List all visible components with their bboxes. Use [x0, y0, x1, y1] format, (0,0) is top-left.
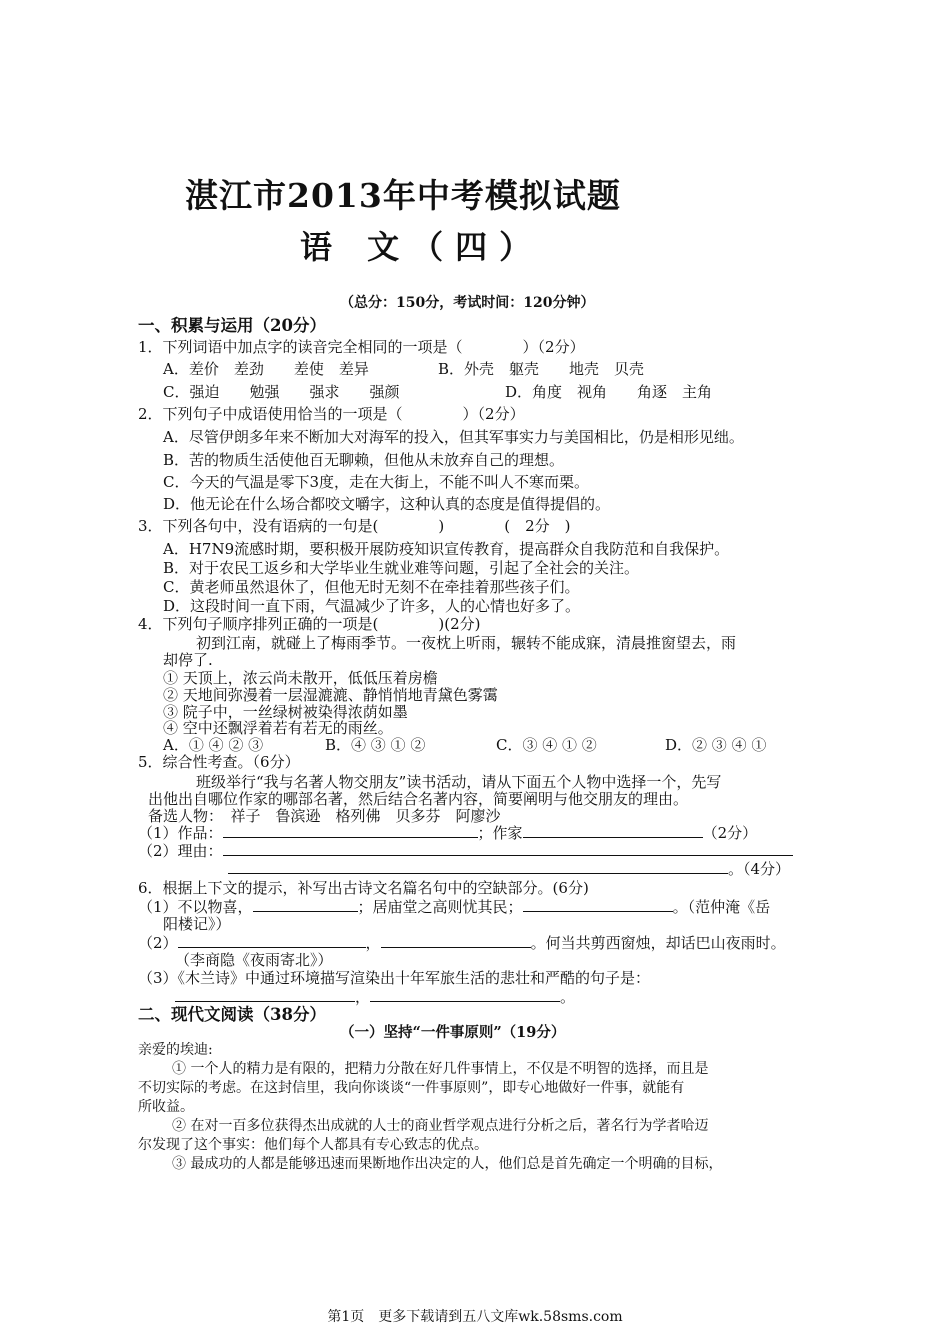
q6-item-1-prefix: （1）不以物喜， [138, 898, 253, 916]
q3-option-a: A．H7N9流感时期，要积极开展防疫知识宣传教育，提高群众自我防范和自我保护。 [163, 540, 730, 558]
q2-stem: 2．下列句子中成语使用恰当的一项是（ ）（2分） [138, 405, 525, 423]
page-footer: 第1页 更多下载请到五八文库wk.58sms.com [327, 1309, 623, 1325]
q3-option-c: C．黄老师虽然退休了，但他无时无刻不在牵挂着那些孩子们。 [163, 578, 580, 596]
q2-option-d: D．他无论在什么场合都咬文嚼字，这种认真的态度是值得提倡的。 [163, 495, 611, 513]
q5-author-label: ；作家 [477, 824, 523, 842]
q4-option-c: C．③ ④ ① ② [496, 736, 597, 754]
q6-item-3-comma: ， [355, 988, 371, 1006]
q4-stem: 4．下列句子顺序排列正确的一项是( )(2分) [138, 615, 481, 633]
q6-blank-1[interactable] [253, 897, 358, 912]
q5-stem: 5．综合性考查。（6分） [138, 753, 300, 771]
q6-blank-3[interactable] [178, 933, 366, 948]
q4-option-b: B．④ ③ ① ② [325, 736, 426, 754]
q1-option-a: A．差价 差劲 差使 差异 [163, 360, 369, 378]
q5-reason-blank-1[interactable] [223, 841, 793, 856]
q6-item-1 [138, 896, 770, 917]
article-p3-line-1: ③ 最成功的人都是能够迅速而果断地作出决定的人，他们总是首先确定一个明确的目标， [172, 1156, 723, 1172]
q2-option-b: B．苦的物质生活使他百无聊赖，但他从未放弃自己的理想。 [163, 451, 565, 469]
q5-reason-label: （2）理由： [138, 842, 223, 860]
q6-item-1-source: 。（范仲淹《岳 [672, 898, 771, 916]
article-p1-line-1: ① 一个人的精力是有限的，把精力分散在好几件事情上，不仅是不明智的选择，而且是 [172, 1061, 709, 1077]
section-2-title: 二、现代文阅读（38分） [138, 1005, 326, 1024]
exam-info: （总分：150分，考试时间：120分钟） [340, 295, 595, 311]
q4-sentence-3: ③ 院子中，一丝绿树被染得浓荫如墨 [163, 703, 408, 721]
q4-option-a: A．① ④ ② ③ [163, 736, 264, 754]
section-1-title: 一、积累与运用（20分） [138, 316, 326, 335]
q6-item-1-source-cont: 阳楼记》） [163, 915, 231, 933]
q6-item-3-period: 。 [560, 988, 576, 1006]
q3-option-d: D．这段时间一直下雨，气温减少了许多，人的心情也好多了。 [163, 597, 581, 615]
q1-option-b: B．外壳 躯壳 地壳 贝壳 [438, 360, 645, 378]
q5-reason-line-2 [228, 858, 790, 879]
q5-work-label: （1）作品： [138, 824, 223, 842]
q1-option-d: D．角度 视角 角逐 主角 [505, 383, 713, 401]
q3-option-b: B．对于农民工返乡和大学毕业生就业难等问题，引起了全社会的关注。 [163, 559, 640, 577]
article-p1-line-3: 所收益。 [138, 1099, 194, 1115]
q6-blank-2[interactable] [523, 897, 673, 912]
q6-item-2-comma: ， [365, 934, 381, 952]
q5-reason-score: 。（4分） [728, 860, 791, 878]
article-greeting: 亲爱的埃迪: [138, 1042, 213, 1058]
q4-sentence-4: ④ 空中还飘浮着若有若无的雨丝。 [163, 719, 393, 737]
q6-blank-6[interactable] [370, 987, 560, 1002]
q6-item-2-source: （李商隐《夜雨寄北》） [175, 951, 333, 969]
exam-title: 湛江市2013年中考模拟试题 [185, 176, 621, 215]
section-2-subtitle: （一）坚持“一件事原则”（19分） [340, 1024, 566, 1041]
q5-prompt-line-1: 班级举行“我与名著人物交朋友”读书活动，请从下面五个人物中选择一个，先写 [196, 773, 722, 791]
q2-option-c: C．今天的气温是零下3度，走在大街上，不能不叫人不寒而栗。 [163, 473, 590, 491]
q3-stem: 3．下列各句中，没有语病的一句是( ) ( 2分 ) [138, 517, 571, 535]
q6-item-2-suffix: 。何当共剪西窗烛，却话巴山夜雨时。 [530, 934, 786, 952]
article-p2-line-2: 尔发现了这个事实：他们每个人都具有专心致志的优点。 [138, 1137, 488, 1153]
q5-reason-blank-2[interactable] [228, 859, 728, 874]
q6-blank-5[interactable] [175, 987, 355, 1002]
q5-author-blank[interactable] [523, 823, 703, 838]
q5-prompt-line-2: 出他出自哪位作家的哪部名著，然后结合名著内容，简要阐明与他交朋友的理由。 [148, 790, 689, 808]
q5-character-list: 备选人物： 祥子 鲁滨逊 格列佛 贝多芬 阿廖沙 [148, 807, 501, 825]
q6-stem: 6．根据上下文的提示，补写出古诗文名篇名句中的空缺部分。(6分) [138, 879, 589, 897]
q4-sentence-1: ① 天顶上，浓云尚未散开，低低压着房檐 [163, 669, 438, 687]
q1-stem: 1．下列词语中加点字的读音完全相同的一项是（ ）（2分） [138, 338, 585, 356]
q1-option-c: C．强迫 勉强 强求 强颜 [163, 383, 400, 401]
exam-subtitle: 语 文（四） [300, 228, 544, 266]
article-p1-line-2: 不切实际的考虑。在这封信里，我向你谈谈“一件事原则”，即专心地做好一件事，就能有 [138, 1080, 685, 1096]
q4-passage-line-2: 却停了. [163, 651, 213, 669]
q4-passage-line-1: 初到江南，就碰上了梅雨季节。一夜枕上听雨，辗转不能成寐，清晨推窗望去，雨 [196, 634, 737, 652]
q6-item-2-prefix: （2） [138, 934, 178, 952]
q6-item-1-middle: ；居庙堂之高则忧其民； [357, 898, 523, 916]
q6-item-3: （3）《木兰诗》中通过环境描写渲染出十年军旅生活的悲壮和严酷的句子是： [138, 969, 651, 987]
q4-sentence-2: ② 天地间弥漫着一层湿漉漉、静悄悄地青黛色雾霭 [163, 686, 498, 704]
q6-blank-4[interactable] [381, 933, 531, 948]
q5-work-score: （2分） [702, 824, 758, 842]
q4-option-d: D．② ③ ④ ① [665, 736, 767, 754]
q5-work-blank[interactable] [223, 823, 478, 838]
article-p2-line-1: ② 在对一百多位获得杰出成就的人士的商业哲学观点进行分析之后，著名行为学者哈迈 [172, 1118, 709, 1134]
q2-option-a: A．尽管伊朗多年来不断加大对海军的投入，但其军事实力与美国相比，仍是相形见绌。 [163, 428, 744, 446]
